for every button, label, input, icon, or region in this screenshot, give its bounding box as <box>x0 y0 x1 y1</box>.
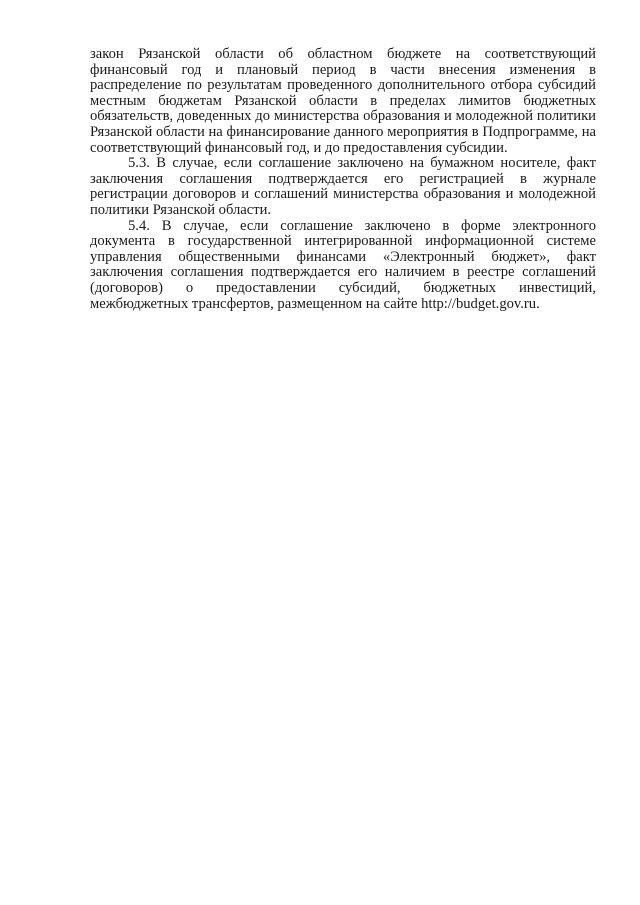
paragraph-5-4: 5.4. В случае, если соглашение заключено в форме электронного документа в государственной интегрированной информационной системе управления общественными финансами «Электронный бюджет», факт заключения соглашения подтверждается его наличием в реестре соглашений (договоров) о предоставлении субсидий, бюджетных инвестиций, межбюджетных трансфертов, размещенном на сайте http://budget.gov.ru. <box>90 217 596 312</box>
paragraph-continuation: закон Рязанской области об областном бюджете на соответствующий финансовый год и плановый период в части внесения изменения в распределение по результатам проведенного дополнительного отбора субсидий местным бюджетам Рязанской области в пределах лимитов бюджетных обязательств, доведенных до министерства образования и молодежной политики Рязанской области на финансирование данного мероприятия в Подпрограмме, на соответствующий финансовый год, и до предоставления субсидии. <box>90 46 596 156</box>
paragraph-5-3: 5.3. В случае, если соглашение заключено на бумажном носителе, факт заключения соглашения подтверждается его регистрацией в журнале регистрации договоров и соглашений министерства образования и молодежной политики Рязанской области. <box>90 155 596 218</box>
document-body <box>90 47 596 312</box>
